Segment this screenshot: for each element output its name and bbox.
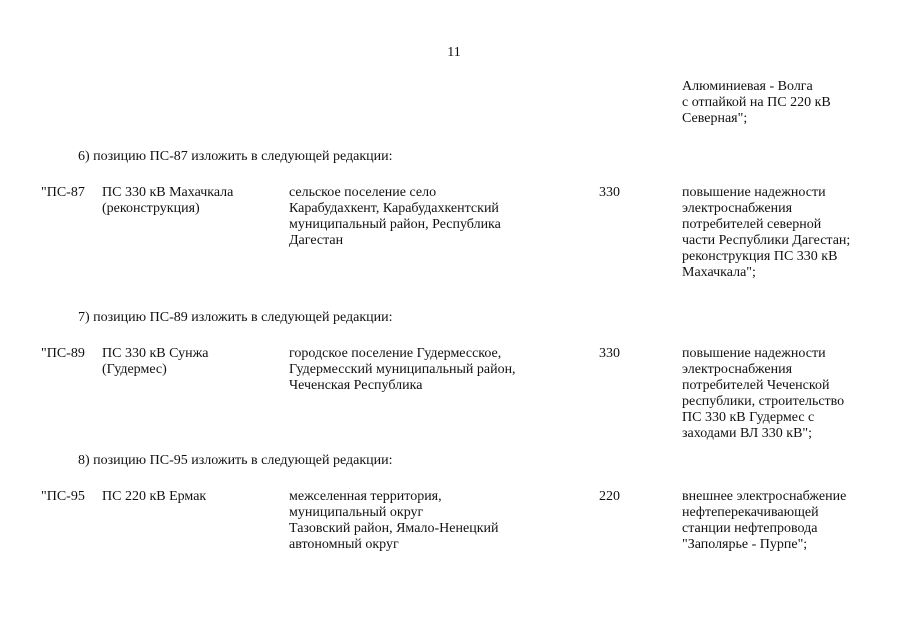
- location-line: муниципальный район, Республика: [289, 217, 501, 232]
- location-line: межселенная территория,: [289, 489, 442, 504]
- purpose-line: части Республики Дагестан;: [682, 233, 851, 248]
- name-line: ПС 330 кВ Сунжа: [102, 346, 209, 361]
- purpose-line: реконструкция ПС 330 кВ: [682, 249, 838, 264]
- purpose: [682, 346, 897, 442]
- substation-name: [102, 489, 282, 505]
- name-line: (реконструкция): [102, 201, 200, 216]
- purpose-line: повышение надежности: [682, 346, 826, 361]
- purpose-line: потребителей северной: [682, 217, 822, 232]
- purpose-line: электроснабжения: [682, 201, 793, 216]
- purpose-line: республики, строительство: [682, 394, 845, 409]
- position-code: "ПС-95: [41, 489, 85, 504]
- purpose-line: Махачкала";: [682, 265, 756, 280]
- purpose-line: "Заполярье - Пурпе";: [682, 537, 808, 552]
- instruction-7: 7) позицию ПС-89 изложить в следующей редакции:: [78, 310, 393, 325]
- location-line: Тазовский район, Ямало-Ненецкий: [289, 521, 499, 536]
- location: [289, 489, 564, 553]
- purpose-line: потребителей Чеченской: [682, 378, 830, 393]
- position-code: "ПС-89: [41, 346, 85, 361]
- substation-name: [102, 185, 282, 217]
- voltage: 330: [599, 346, 620, 361]
- location: [289, 346, 564, 394]
- purpose-line: повышение надежности: [682, 185, 826, 200]
- name-line: ПС 220 кВ Ермак: [102, 489, 207, 504]
- location-line: сельское поселение село: [289, 185, 437, 200]
- continuation-line: Алюминиевая - Волга: [682, 79, 813, 94]
- location-line: муниципальный округ: [289, 505, 424, 520]
- instruction-6: 6) позицию ПС-87 изложить в следующей редакции:: [78, 149, 393, 164]
- purpose-line: электроснабжения: [682, 362, 793, 377]
- location-line: автономный округ: [289, 537, 399, 552]
- purpose: [682, 185, 897, 281]
- instruction-8: 8) позицию ПС-95 изложить в следующей редакции:: [78, 453, 393, 468]
- name-line: ПС 330 кВ Махачкала: [102, 185, 234, 200]
- voltage: 220: [599, 489, 620, 504]
- purpose-line: заходами ВЛ 330 кВ";: [682, 426, 813, 441]
- purpose-line: нефтеперекачивающей: [682, 505, 819, 520]
- purpose-line: станции нефтепровода: [682, 521, 818, 536]
- substation-name: [102, 346, 282, 378]
- continuation-line: с отпайкой на ПС 220 кВ: [682, 95, 831, 110]
- location: [289, 185, 564, 249]
- location-line: Дагестан: [289, 233, 344, 248]
- location-line: Карабудахкент, Карабудахкентский: [289, 201, 499, 216]
- location-line: городское поселение Гудермесское,: [289, 346, 502, 361]
- location-line: Чеченская Республика: [289, 378, 423, 393]
- continuation-line: Северная";: [682, 111, 748, 126]
- continuation-text: [682, 79, 882, 127]
- page-number: 11: [447, 45, 461, 60]
- purpose-line: внешнее электроснабжение: [682, 489, 847, 504]
- purpose-line: ПС 330 кВ Гудермес с: [682, 410, 815, 425]
- position-code: "ПС-87: [41, 185, 85, 200]
- name-line: (Гудермес): [102, 362, 167, 377]
- voltage: 330: [599, 185, 620, 200]
- location-line: Гудермесский муниципальный район,: [289, 362, 516, 377]
- purpose: [682, 489, 897, 553]
